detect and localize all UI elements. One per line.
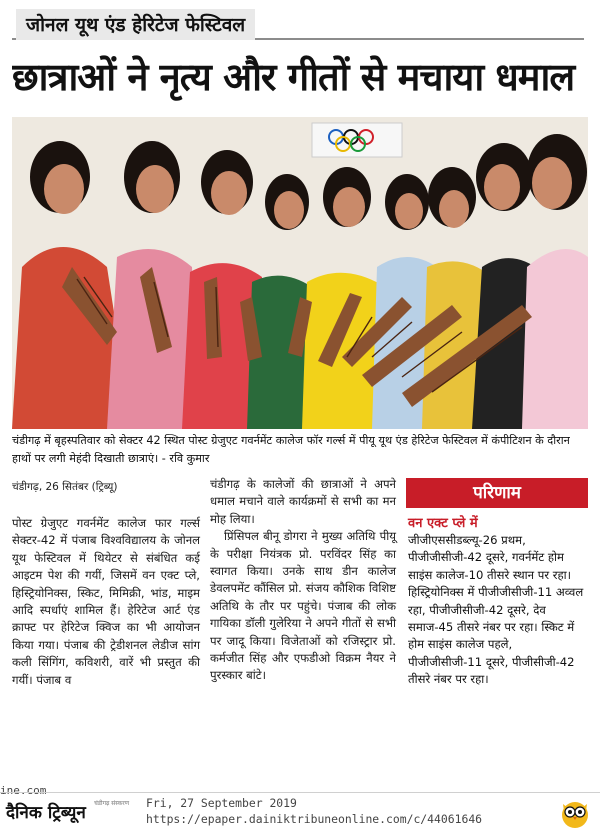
brand-tag: चंडीगढ़ संस्करण — [94, 800, 130, 807]
results-heading: परिणाम — [406, 478, 588, 508]
brand-logo[interactable]: दैनिक ट्रिब्यून — [6, 803, 86, 823]
article-column-2 — [210, 476, 396, 685]
results-subheading: वन एक्ट प्ले में — [408, 516, 478, 531]
epaper-footer — [0, 792, 600, 831]
news-photo[interactable] — [12, 117, 588, 429]
article-paragraph: चंडीगढ़ के कालेजों की छात्राओं ने अपने धमाल मचाने वाले कार्यक्रमों से सभी का मन मोह लिया। — [210, 477, 396, 526]
photo-caption: चंडीगढ़ में बृहस्पतिवार को सेक्टर 42 स्थित पोस्ट ग्रेजुएट गवर्नमेंट कालेज फॉर गर्ल्स में पीयू यूथ एंड हेरिटेज फेस्टिवल में कंपीटिशन के दौरान हाथों पर लगी मेहंदी दिखाती छात्राएं। - रवि कुमार — [12, 434, 570, 465]
article-column-1 — [12, 515, 200, 689]
section-kicker — [12, 6, 584, 40]
publish-date: Fri, 27 September 2019 — [146, 796, 297, 810]
article-paragraph: पोस्ट ग्रेजुएट गवर्नमेंट कालेज फार गर्ल्स सेक्टर-42 में पंजाब विश्वविद्यालय के जोनल यूथ फेस्टिवल में थियेटर से संबंधित कई आइटम पेश की गयीं, जिसमें वन एक्ट प्ले, हिस्ट्रियोनिक्स, स्किट, मिमिक्री, भांड, माइम आदि स्पर्धाएं शामिल हैं। हेरिटेज आर्ट एंड क्राफ्ट पर हेरिटेज क्विज का भी आयोजन किया गया। पंजाब की ट्रेडीशनल लेडीज सांग कली सिंगिंग, कविशरी, वारें भी प्रस्तुत की गयीं। पंजाब व — [12, 516, 200, 687]
epaper-url[interactable]: https://epaper.dainiktribuneonline.com/c/44061646 — [146, 812, 483, 826]
footer-meta — [146, 795, 482, 827]
owl-logo-icon[interactable] — [558, 796, 592, 830]
dateline: चंडीगढ़, 26 सितंबर (ट्रिब्यू) — [12, 481, 118, 493]
mehndi-photo-icon — [12, 117, 588, 429]
results-text: जीजीएससीडब्ल्यू-26 प्रथम, पीजीजीसीजी-42 दूसरे, गवर्नमेंट होम साइंस कालेज-10 तीसरे स्थान पर रहा। हिस्ट्रियोनिक्स में पीजीजीसीजी-11 अव्वल रहा, पीजीजीसीजी-42 दूसरे, देव समाज-45 तीसरे नंबर पर रहा। स्किट में होम साइंस कालेज पहले, पीजीजीसीजी-11 दूसरे, पीजीसीजी-42 तीसरे नंबर पर रहा। — [408, 533, 584, 687]
headline: छात्राओं ने नृत्य और गीतों से मचाया धमाल — [12, 55, 575, 99]
cut-off-url: ine.com — [0, 784, 47, 797]
results-box — [406, 478, 588, 690]
article-paragraph: प्रिंसिपल बीनू डोगरा ने मुख्य अतिथि पीयू के परीक्षा नियंत्रक प्रो. परविंदर सिंह का स्वागत किया। उनके साथ डीन कालेज डेवलपमेंट कौंसिल प्रो. संजय कौशिक विशिष्ट अतिथि के तौर पर पहुंचे। पंजाब की लोक गायिका डॉली गुलेरिया ने अपने गीतों से सभी पर जादू किया। विजेताओं को रजिस्ट्रार प्रो. कर्मजीत सिंह और एफडीओ विक्रम नैयर ने पुरस्कार बांटे। — [210, 529, 396, 683]
kicker-label: जोनल यूथ एंड हेरिटेज फेस्टिवल — [16, 9, 255, 40]
